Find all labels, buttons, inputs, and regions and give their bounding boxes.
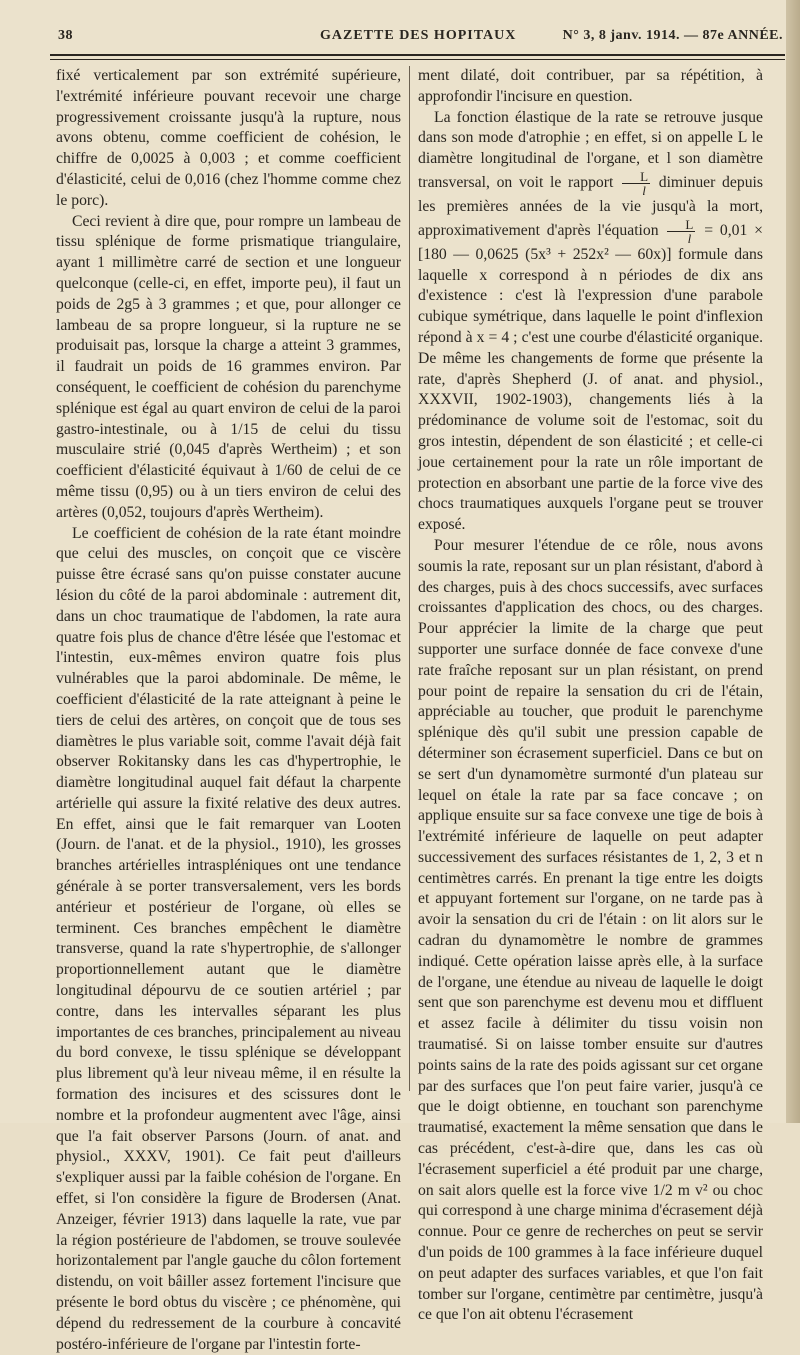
running-header: [50, 28, 785, 50]
page-number: 38: [58, 28, 73, 43]
fraction-numerator: L: [667, 218, 695, 232]
paragraph: ment dilaté, doit contribuer, par sa répétition, à approfondir l'incisure en question.: [418, 67, 763, 105]
header-rule-thin: [50, 59, 785, 60]
left-column: [56, 66, 401, 1353]
paragraph: Pour mesurer l'étendue de ce rôle, nous avons soumis la rate, reposant sur un plan résistant, d'abord à des charges, puis à des chocs successifs, avec surfaces croissantes d'application des chocs, ou des charges. Pour apprécier la limite de la charge que peut supporter une surface donnée de face convexe d'une rate fraîche reposant sur un plan résistant, on prend pour point de repaire la sensation du cri de l'étain, appréciable au toucher, que produit le parenchyme splénique dès qu'il subit une pression capable de déterminer son écrasement superficiel. Dans ce but on se sert d'un dynamomètre surmonté d'un plateau sur lequel on étale la rate par sa face concave ; on applique ensuite sur sa face convexe une tige de bois à l'extrémité inférieure de laquelle on peut adapter successivement des surfaces résistantes de 1, 2, 3 et n centimètres carrés. En prenant la tige entre les doigts et appuyant fortement sur l'organe, on ne tarde pas à avoir la sensation du cri de l'étain : on lit alors sur le cadran du dynamomètre le nombre de grammes indiqué. Cette opération laisse après elle, à la surface de l'organe, une étendue au niveau de laquelle le doigt sent que son parenchyme est devenu mou et diffluent et assez facile à délimiter du tissu voisin non traumatisé. Si on laisse tomber ensuite sur d'autres points sains de la rate des poids agissant sur cet organe par des surfaces que l'on peut faire varier, jusqu'à ce que le doigt obtienne, en touchant son parenchyme traumatisé, exactement la même sensation que dans le cas précédent, c'est-à-dire que, dans les cas où l'écrasement superficiel a été produit par une charge, on sait alors quelle est la force vive 1/2 m v² ou choc qui correspond à une charge minima d'écrasement déjà connue. Pour ce genre de recherches on peut se servir d'un poids de 100 grammes à la face inférieure duquel on peut adapter des surfaces variables, et que l'on fait tomber sur l'organe, centimètre par centimètre, jusqu'à ce que l'on ait obtenu l'écrasement: [418, 536, 763, 1324]
equation-fraction: [667, 218, 695, 245]
paragraph-with-formula: [418, 108, 763, 536]
fraction-denominator: l: [642, 182, 646, 198]
issue-info: N° 3, 8 janv. 1914. — 87e ANNÉE.: [562, 28, 783, 43]
equation-text: = 0,01 × [180 — 0,0625 (5x³ + 252x² — 60x)] formule dans laquelle x correspond à n périodes de dix ans d'existence : c'est là l'expression d'une parabole cubique symétrique, dans laquelle le point d'inflexion répond à x = 4 ; c'est une courbe d'élasticité organique. De même les changements de forme que présente la rate, d'après Shepherd (J. of anat. and physiol., XXXVII, 1902-1903), changements liés à la prédominance de volume soit de l'estomac, soit du gros intestin, dépendent de son élasticité ; et celle-ci joue certainement pour la rate un rôle important de protection en absorbant une partie de la force vive des chocs traumatiques auxquels l'organe peut se trouver exposé.: [418, 221, 763, 534]
text-run: diminuer depuis les premières années de la vie jusqu'à la mort, approximativement d'après l'équation: [418, 174, 764, 239]
page-edge-shadow: [786, 0, 800, 1123]
text-run: La fonction élastique de la rate se retrouve jusque dans son mode d'atrophie ; en effet, si on appelle L le diamètre longitudinal de l'organe, et l son diamètre transversal, on voit le rapport: [418, 108, 763, 192]
paragraph: fixé verticalement par son extrémité supérieure, l'extrémité inférieure pouvant recevoir une charge progressivement croissante jusqu'à la rupture, nous avons obtenu, comme coefficient de cohésion, le chiffre de 0,0025 à 0,003 ; et comme coefficient d'élasticité, celui de 0,016 (chez l'homme comme chez le porc).: [56, 67, 401, 209]
column-divider: [409, 66, 410, 1091]
paragraph: Le coefficient de cohésion de la rate étant moindre que celui des muscles, on conçoit que ce viscère puisse être écrasé sans qu'on puisse constater aucune lésion du côté de la paroi abdominale : autrement dit, dans un choc traumatique de l'abdomen, la rate aura quatre fois plus de chance d'être lésée que l'estomac et l'intestin, eux-mêmes environ quatre fois plus vulnérables que la paroi abdominale. De même, le coefficient d'élasticité de la rate atteignant à peine le tiers de celui des artères, on conçoit que de tous ses diamètres le plus variable soit, comme l'avait déjà fait observer Rokitansky dans les cas d'hypertrophie, le diamètre longitudinal auquel fait défaut la charpente artérielle qui assure la fixité relative des deux autres. En effet, ainsi que le fait remarquer van Looten (Journ. de l'anat. et de la physiol., 1910), les grosses branches artérielles intraspléniques ont une tendance générale à se porter transversalement, vers les bords antérieur et postérieur de l'organe, où elles se terminent. Ces branches empêchent le diamètre transverse, quand la rate s'hypertrophie, de s'allonger proportionnellement autant que le diamètre longitudinal dépourvu de ce soutien artériel ; par contre, dans les intervalles séparant les plus importantes de ces branches, principalement au niveau du bord convexe, le tissu splénique se développant plus librement qu'à leur niveau même, il en résulte la formation des incisures et des scissures dont le nombre et la profondeur augmentent avec l'âge, ainsi que l'a fait observer Parsons (Journ. of anat. and physiol., XXXV, 1901). Ce fait peut d'ailleurs s'expliquer aussi par la faible cohésion de l'organe. En effet, si l'on considère la figure de Brodersen (Anat. Anzeiger, février 1913) dans laquelle la rate, vue par la région postérieure de l'abdomen, se trouve soulevée horizontalement par l'angle gauche du côlon fortement distendu, on voit bâiller assez fortement l'incisure que présente le bord obtus du viscère ; ce phénomène, qui dépend du redressement de la courbure à concavité postéro-inférieure de l'organe par l'intestin forte-: [56, 524, 401, 1353]
right-column: [418, 66, 764, 1324]
journal-title: GAZETTE DES HOPITAUX: [320, 28, 517, 43]
ratio-fraction: [622, 170, 650, 197]
header-rule-thick: [50, 54, 785, 56]
fraction-denominator: l: [687, 230, 692, 246]
fraction-numerator: L: [622, 170, 650, 184]
paragraph: Ceci revient à dire que, pour rompre un lambeau de tissu splénique de forme prismatique triangulaire, ayant 1 millimètre carré de section et une longueur quelconque (celle-ci, en effet, importe peu), il faut un poids de 2g5 à 3 grammes ; et que, pour allonger ce lambeau de sa propre longueur, si la rupture ne se produisait pas, lorsque la charge a atteint 3 grammes, il faudrait un poids de 16 grammes environ. Par conséquent, le coefficient de cohésion du parenchyme splénique est égal au quart environ de celui de la paroi gastro-intestinale, ou à 1/15 de celui du tissu musculaire strié (0,045 d'après Wertheim) ; et son coefficient d'élasticité équivaut à 1/60 de celui de ce même tissu (0,95) ou à un tiers environ de celui des artères (0,052, toujours d'après Wertheim).: [56, 212, 401, 521]
